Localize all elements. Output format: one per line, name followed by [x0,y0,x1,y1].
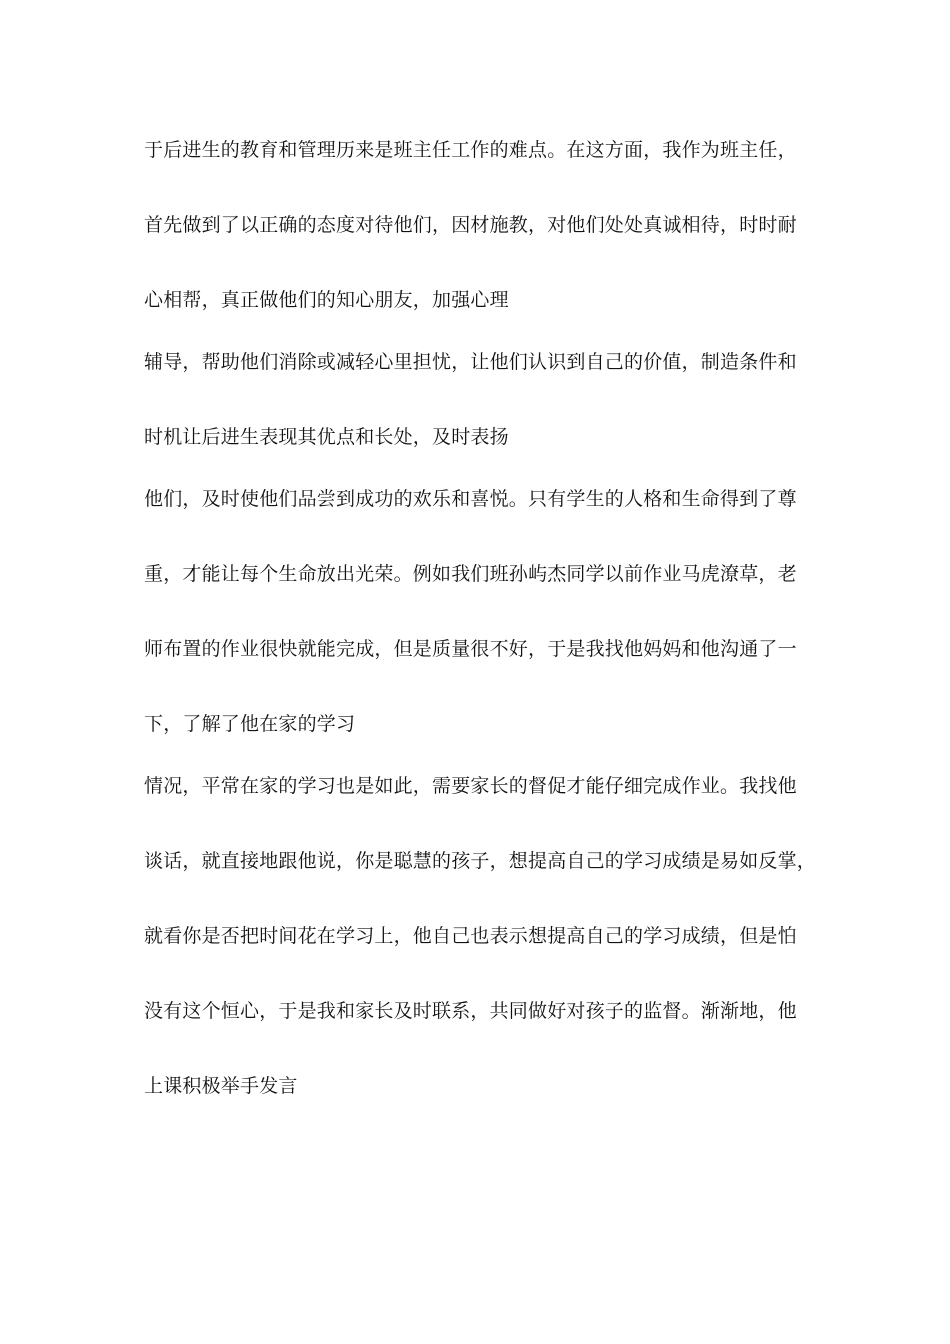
text-line-11: 谈话，就直接地跟他说，你是聪慧的孩子，想提高自己的学习成绩是易如反掌， [144,850,817,872]
text-line-4: 辅导，帮助他们消除或减轻心里担忧，让他们认识到自己的价值，制造条件和 [144,351,797,373]
text-line-2: 首先做到了以正确的态度对待他们，因材施教，对他们处处真诚相待，时时耐 [144,214,797,236]
text-line-7: 重，才能让每个生命放出光荣。例如我们班孙屿杰同学以前作业马虎潦草，老 [144,563,797,585]
text-line-6: 他们，及时使他们品尝到成功的欢乐和喜悦。只有学生的人格和生命得到了尊 [144,488,797,510]
text-line-3: 心相帮，真正做他们的知心朋友，加强心理 [144,289,509,311]
text-line-14: 上课积极举手发言 [144,1075,298,1097]
text-line-9: 下，了解了他在家的学习 [144,713,356,735]
text-line-1: 于后进生的教育和管理历来是班主任工作的难点。在这方面，我作为班主任， [144,139,797,161]
text-line-13: 没有这个恒心，于是我和家长及时联系，共同做好对孩子的监督。渐渐地，他 [144,1000,797,1022]
text-line-5: 时机让后进生表现其优点和长处，及时表扬 [144,426,509,448]
text-line-8: 师布置的作业很快就能完成，但是质量很不好，于是我找他妈妈和他沟通了一 [144,638,797,660]
text-line-10: 情况，平常在家的学习也是如此，需要家长的督促才能仔细完成作业。我找他 [144,775,797,797]
text-line-12: 就看你是否把时间花在学习上，他自己也表示想提高自己的学习成绩，但是怕 [144,925,797,947]
